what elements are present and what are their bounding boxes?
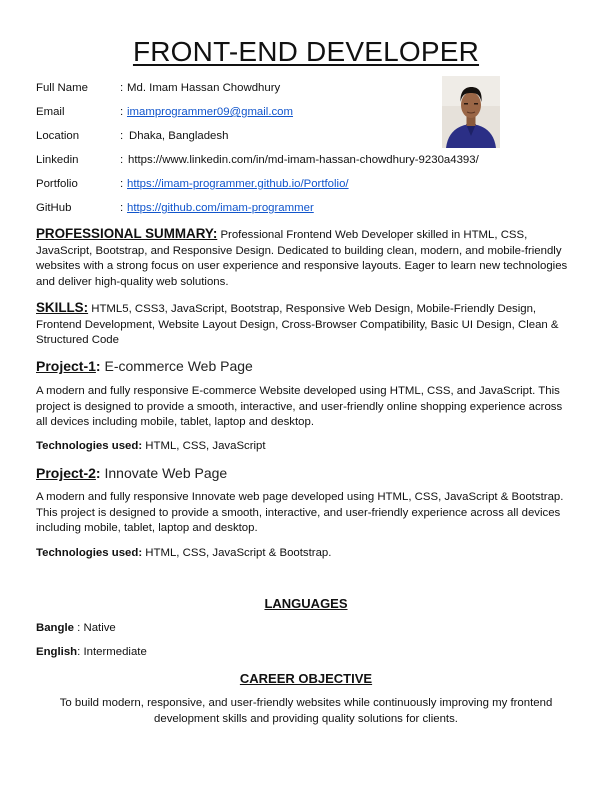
language-item: English: Intermediate (36, 646, 147, 658)
profile-photo (442, 76, 500, 148)
info-label: GitHub (36, 202, 72, 214)
technologies-label: Technologies used: (36, 547, 143, 559)
project-2-technologies (36, 547, 331, 559)
skills-heading: SKILLS: (36, 300, 89, 315)
full-name-value: Md. Imam Hassan Chowdhury (127, 82, 281, 94)
info-separator: : (120, 202, 124, 214)
language-name: Bangle (36, 622, 74, 634)
project-1-description: A modern and fully responsive E-commerce Website developed using HTML, CSS, and JavaScript. This project is designed to provide a smooth, interactive, and user-friendly online shopping experience across all devices including mobile, tablet, laptop and desktop. (36, 385, 563, 428)
project-2-description: A modern and fully responsive Innovate web page developed using HTML, CSS, JavaScript & Bootstrap. This project is designed to provide a smooth, interactive, and user-friendly experience across all devices including mobile, tablet, laptop and desktop. (36, 491, 564, 534)
skills-section (36, 300, 578, 349)
skills-text: HTML5, CSS3, JavaScript, Bootstrap, Responsive Web Design, Mobile-Friendly Design, Frontend Development, Website Layout Design, Cross-Browser Compatibility, Basic UI Design, Clean & Structured Code (36, 303, 559, 346)
info-label: Location (36, 130, 80, 142)
technologies-value: HTML, CSS, JavaScript (145, 440, 266, 452)
languages-heading: LANGUAGES (264, 596, 348, 611)
email-link[interactable]: imamprogrammer09@gmail.com (127, 106, 294, 118)
career-objective-text: To build modern, responsive, and user-friendly websites while continuously improving my frontend development skills and providing quality solutions for clients. (59, 697, 553, 725)
professional-summary (36, 226, 578, 290)
summary-text: Professional Frontend Web Developer skilled in HTML, CSS, JavaScript, Bootstrap, and Responsive Design. Dedicated to building clean, modern, and mobile-friendly websites with a strong focus on user experience and responsive layouts. Eager to learn new technologies and deliver high-quality web solutions. (36, 229, 568, 288)
info-separator: : (120, 106, 124, 118)
project-1-technologies (36, 440, 266, 452)
project-1-title: Project-1: E-commerce Web Page (36, 358, 253, 374)
summary-heading: PROFESSIONAL SUMMARY: (36, 226, 218, 241)
career-objective-heading: CAREER OBJECTIVE (239, 671, 373, 686)
language-level: Intermediate (83, 646, 147, 658)
info-label: Full Name (36, 82, 88, 94)
language-item: Bangle : Native (36, 622, 116, 634)
location-value: Dhaka, Bangladesh (129, 130, 229, 142)
project-1-name: E-commerce Web Page (104, 358, 253, 374)
info-separator: : (120, 178, 124, 190)
info-separator: : (120, 130, 124, 142)
info-separator: : (120, 82, 124, 94)
linkedin-value[interactable]: https://www.linkedin.com/in/md-imam-hassan-chowdhury-9230a4393/ (128, 154, 479, 166)
info-label: Linkedin (36, 154, 79, 166)
technologies-label: Technologies used: (36, 440, 143, 452)
technologies-value: HTML, CSS, JavaScript & Bootstrap. (145, 547, 332, 559)
portfolio-link[interactable]: https://imam-programmer.github.io/Portfolio/ (127, 178, 349, 190)
project-2-title: Project-2: Innovate Web Page (36, 465, 228, 481)
info-label: Email (36, 106, 65, 118)
language-level: Native (83, 622, 116, 634)
page-title: FRONT-END DEVELOPER (132, 36, 480, 67)
language-name: English (36, 646, 78, 658)
project-2-name: Innovate Web Page (104, 465, 228, 481)
project-2-label: Project-2 (36, 465, 96, 481)
info-separator: : (120, 154, 124, 166)
github-link[interactable]: https://github.com/imam-programmer (127, 202, 314, 214)
info-label: Portfolio (36, 178, 78, 190)
project-1-label: Project-1 (36, 358, 96, 374)
person-portrait-icon (442, 76, 500, 148)
